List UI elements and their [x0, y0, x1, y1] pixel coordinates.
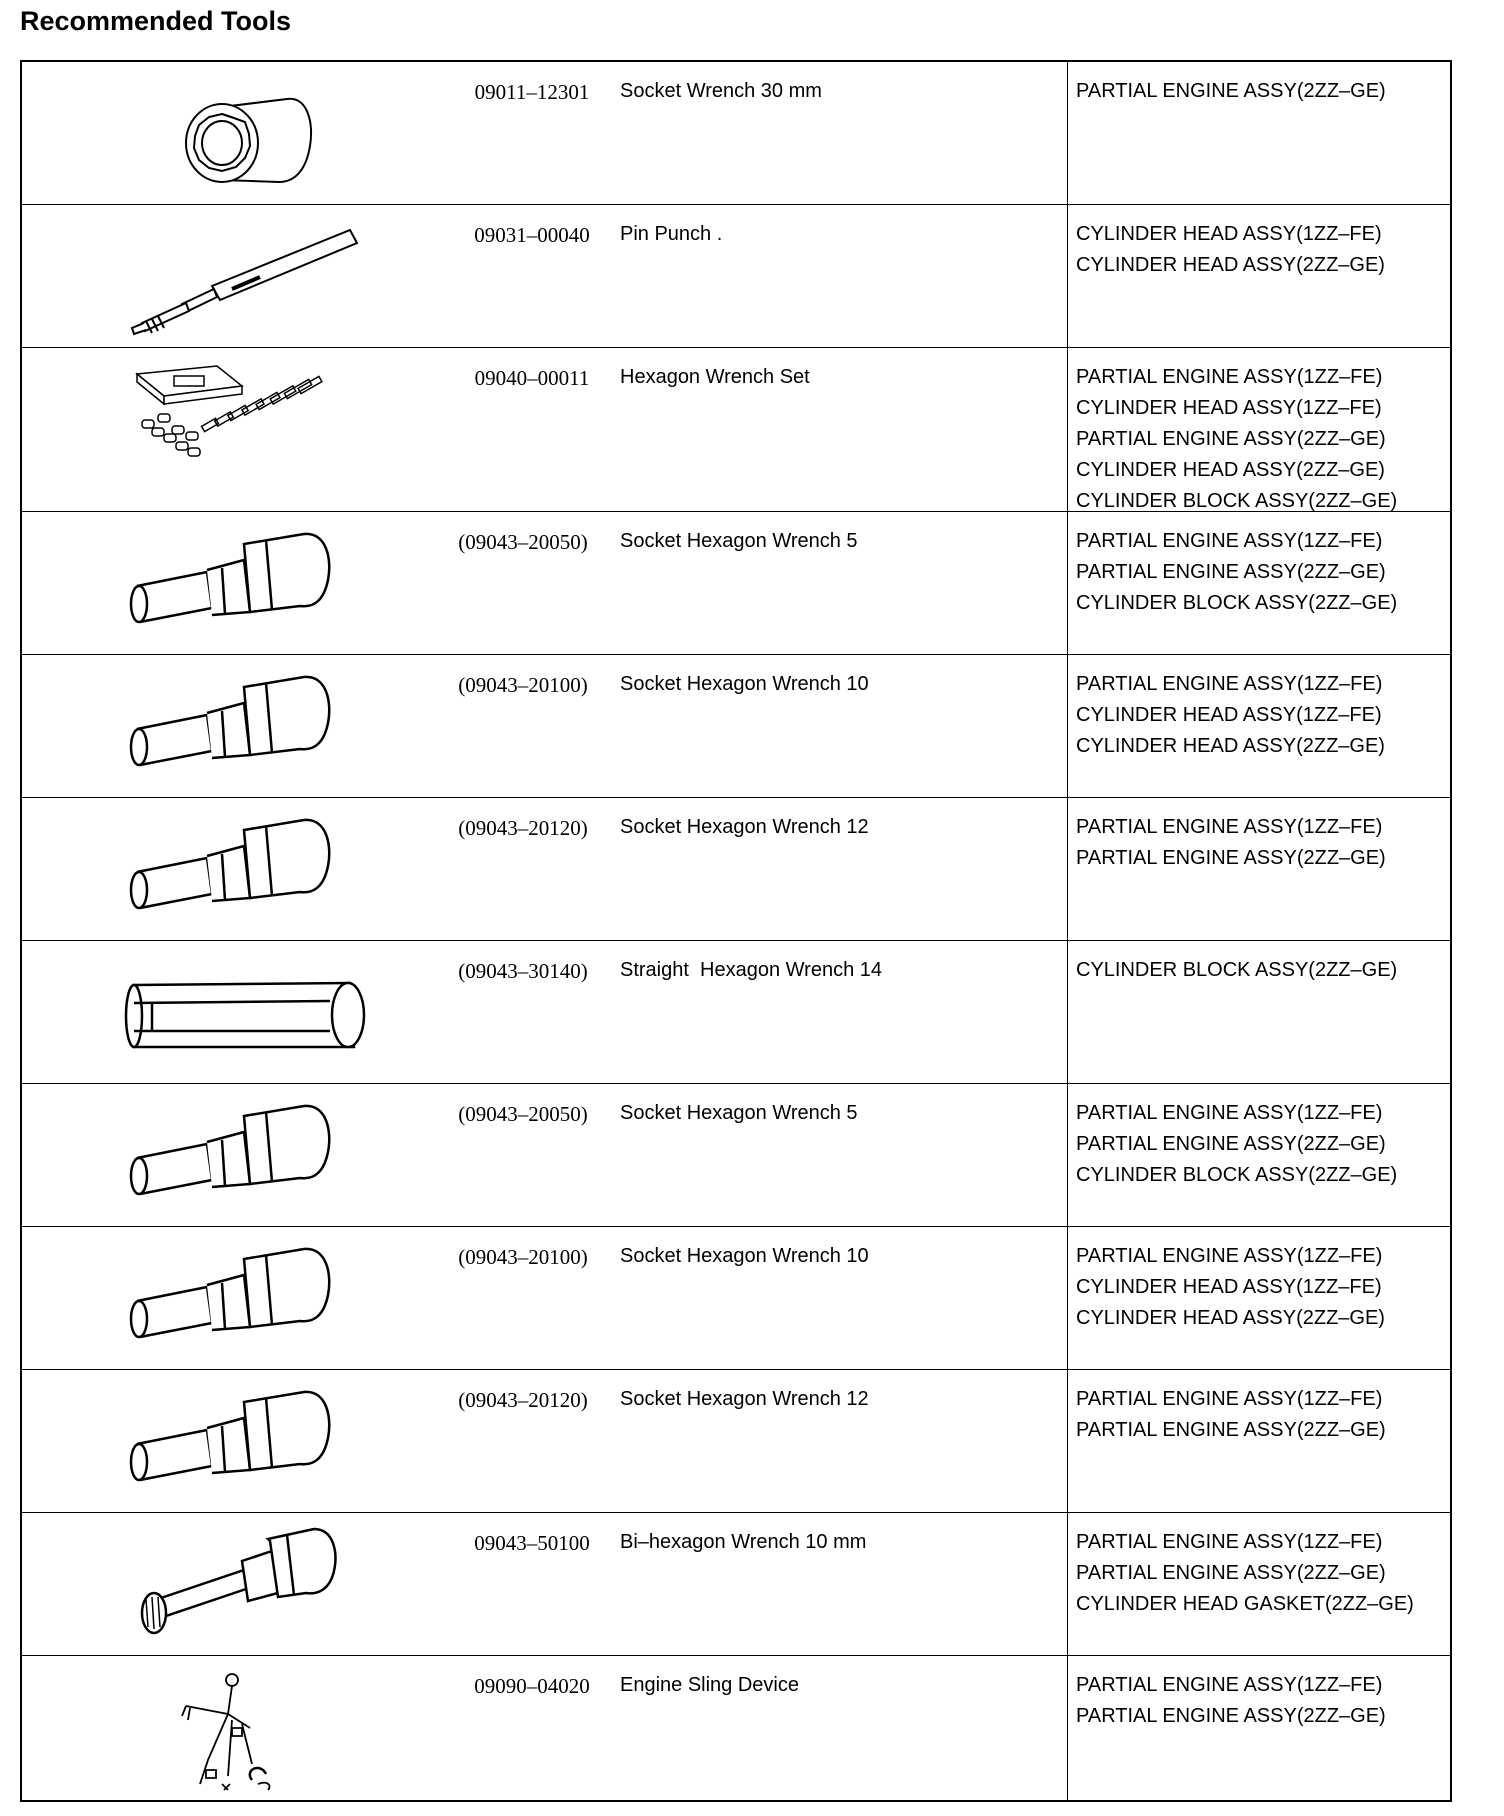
socket-hex-wrench-icon: [82, 1378, 382, 1504]
part-number: 09011–12301: [474, 80, 590, 104]
tool-name: Engine Sling Device: [620, 1674, 799, 1696]
tool-name: Socket Hexagon Wrench 12: [620, 1388, 869, 1410]
column-divider: [1067, 655, 1068, 797]
bi-hexagon-wrench-icon: [82, 1521, 382, 1647]
column-divider: [1067, 205, 1068, 347]
part-number: (09043–30140): [458, 959, 588, 983]
application-list: [1076, 362, 1397, 517]
part-number: (09043–20050): [458, 1102, 588, 1126]
column-divider: [1067, 62, 1068, 204]
part-number: 09040–00011: [474, 366, 590, 390]
part-number: (09043–20100): [458, 673, 588, 697]
application-item: CYLINDER HEAD ASSY(1ZZ–FE): [1076, 1276, 1382, 1298]
table-row: [22, 1084, 1450, 1227]
application-item: CYLINDER HEAD ASSY(1ZZ–FE): [1076, 223, 1382, 245]
application-item: CYLINDER HEAD ASSY(2ZZ–GE): [1076, 735, 1385, 757]
application-item: CYLINDER HEAD ASSY(2ZZ–GE): [1076, 459, 1385, 481]
application-item: PARTIAL ENGINE ASSY(1ZZ–FE): [1076, 530, 1383, 552]
tools-table: [20, 60, 1452, 1802]
socket-hex-wrench-icon: [82, 1235, 382, 1361]
application-item: PARTIAL ENGINE ASSY(1ZZ–FE): [1076, 1388, 1383, 1410]
application-item: PARTIAL ENGINE ASSY(1ZZ–FE): [1076, 1531, 1383, 1553]
application-item: CYLINDER BLOCK ASSY(2ZZ–GE): [1076, 959, 1398, 981]
application-list: [1076, 955, 1397, 986]
part-number: 09043–50100: [474, 1531, 590, 1555]
page-title: Recommended Tools: [20, 6, 292, 36]
pin-punch-icon: [82, 213, 382, 339]
straight-hex-wrench-icon: [82, 949, 382, 1075]
socket-12pt-icon: [82, 70, 382, 196]
socket-hex-wrench-icon: [82, 1092, 382, 1218]
engine-sling-icon: [82, 1664, 382, 1790]
table-row: [22, 348, 1450, 512]
tool-name: Bi–hexagon Wrench 10 mm: [620, 1531, 867, 1553]
part-number: (09043–20050): [458, 530, 588, 554]
part-number: 09090–04020: [474, 1674, 590, 1698]
table-row: [22, 655, 1450, 798]
application-list: [1076, 812, 1386, 874]
tool-name: Socket Wrench 30 mm: [620, 80, 822, 102]
application-list: [1076, 1241, 1385, 1334]
column-divider: [1067, 1513, 1068, 1655]
tool-name: Socket Hexagon Wrench 10: [620, 1245, 869, 1267]
application-item: PARTIAL ENGINE ASSY(2ZZ–GE): [1076, 1133, 1386, 1155]
application-list: [1076, 219, 1385, 281]
application-item: PARTIAL ENGINE ASSY(2ZZ–GE): [1076, 80, 1386, 102]
table-row: [22, 62, 1450, 205]
application-item: PARTIAL ENGINE ASSY(2ZZ–GE): [1076, 847, 1386, 869]
application-item: PARTIAL ENGINE ASSY(2ZZ–GE): [1076, 1562, 1386, 1584]
socket-hex-wrench-icon: [82, 806, 382, 932]
part-number: 09031–00040: [474, 223, 590, 247]
application-item: PARTIAL ENGINE ASSY(1ZZ–FE): [1076, 1102, 1383, 1124]
column-divider: [1067, 1370, 1068, 1512]
table-row: [22, 512, 1450, 655]
application-item: PARTIAL ENGINE ASSY(1ZZ–FE): [1076, 366, 1383, 388]
application-item: CYLINDER HEAD ASSY(2ZZ–GE): [1076, 254, 1385, 276]
tool-name: Socket Hexagon Wrench 10: [620, 673, 869, 695]
application-item: PARTIAL ENGINE ASSY(1ZZ–FE): [1076, 816, 1383, 838]
table-row: [22, 1370, 1450, 1513]
column-divider: [1067, 798, 1068, 940]
application-item: PARTIAL ENGINE ASSY(2ZZ–GE): [1076, 1705, 1386, 1727]
tool-name: Hexagon Wrench Set: [620, 366, 810, 388]
tool-name: Pin Punch .: [620, 223, 723, 245]
column-divider: [1067, 348, 1068, 511]
column-divider: [1067, 512, 1068, 654]
table-row: [22, 1227, 1450, 1370]
part-number: (09043–20120): [458, 1388, 588, 1412]
application-item: PARTIAL ENGINE ASSY(2ZZ–GE): [1076, 428, 1386, 450]
application-list: [1076, 1527, 1414, 1620]
tool-name: Socket Hexagon Wrench 5: [620, 530, 858, 552]
application-list: [1076, 1384, 1386, 1446]
hex-wrench-set-icon: [82, 356, 382, 482]
application-list: [1076, 526, 1397, 619]
column-divider: [1067, 941, 1068, 1083]
application-list: [1076, 1098, 1397, 1191]
application-item: PARTIAL ENGINE ASSY(2ZZ–GE): [1076, 1419, 1386, 1441]
application-item: CYLINDER HEAD ASSY(1ZZ–FE): [1076, 704, 1382, 726]
application-item: PARTIAL ENGINE ASSY(1ZZ–FE): [1076, 1245, 1383, 1267]
application-item: PARTIAL ENGINE ASSY(2ZZ–GE): [1076, 561, 1386, 583]
application-item: CYLINDER BLOCK ASSY(2ZZ–GE): [1076, 1164, 1398, 1186]
tool-name: Straight Hexagon Wrench 14: [620, 959, 883, 981]
application-item: CYLINDER HEAD ASSY(1ZZ–FE): [1076, 397, 1382, 419]
table-row: [22, 1513, 1450, 1656]
application-item: CYLINDER HEAD GASKET(2ZZ–GE): [1076, 1593, 1414, 1615]
application-item: CYLINDER BLOCK ASSY(2ZZ–GE): [1076, 490, 1398, 512]
table-row: [22, 205, 1450, 348]
socket-hex-wrench-icon: [82, 663, 382, 789]
application-list: [1076, 669, 1385, 762]
application-item: PARTIAL ENGINE ASSY(1ZZ–FE): [1076, 1674, 1383, 1696]
column-divider: [1067, 1084, 1068, 1226]
application-item: CYLINDER BLOCK ASSY(2ZZ–GE): [1076, 592, 1398, 614]
application-list: [1076, 1670, 1386, 1732]
application-item: CYLINDER HEAD ASSY(2ZZ–GE): [1076, 1307, 1385, 1329]
table-row: [22, 1656, 1450, 1800]
part-number: (09043–20100): [458, 1245, 588, 1269]
column-divider: [1067, 1656, 1068, 1800]
application-list: [1076, 76, 1386, 107]
socket-hex-wrench-icon: [82, 520, 382, 646]
table-row: [22, 941, 1450, 1084]
part-number: (09043–20120): [458, 816, 588, 840]
table-row: [22, 798, 1450, 941]
application-item: PARTIAL ENGINE ASSY(1ZZ–FE): [1076, 673, 1383, 695]
column-divider: [1067, 1227, 1068, 1369]
tool-name: Socket Hexagon Wrench 12: [620, 816, 869, 838]
tool-name: Socket Hexagon Wrench 5: [620, 1102, 858, 1124]
